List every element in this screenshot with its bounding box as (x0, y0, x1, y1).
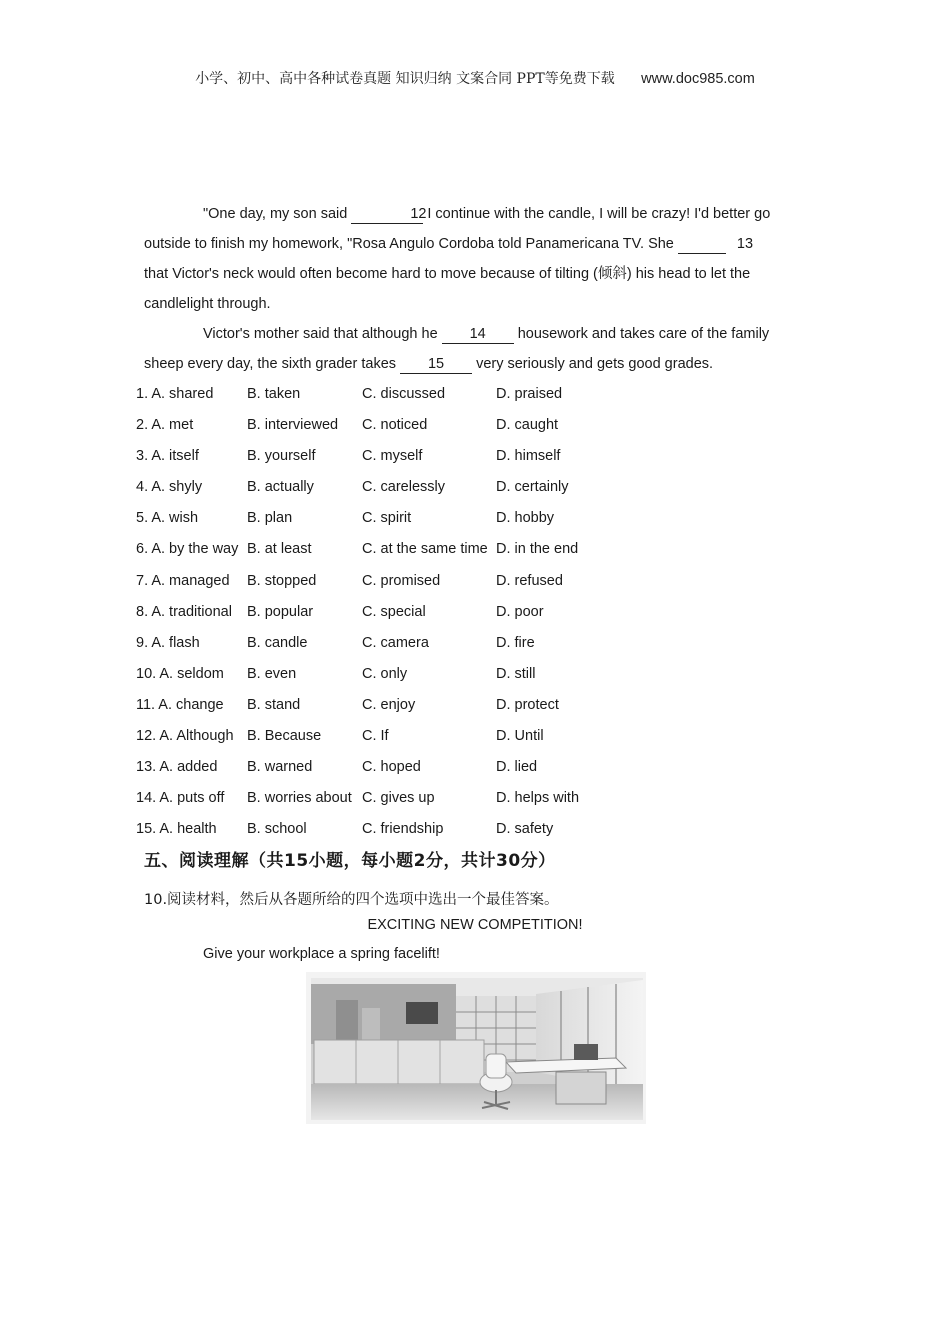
option-a[interactable]: 5. A. wish (136, 510, 199, 527)
option-c[interactable]: C. spirit (362, 510, 412, 527)
option-c[interactable]: C. promised (362, 572, 441, 589)
question-instruction: 10.阅读材料，然后从各题所给的四个选项中选出一个最佳答案。 (144, 892, 559, 908)
option-d[interactable]: D. hobby (496, 510, 555, 527)
option-d[interactable]: D. praised (496, 386, 563, 402)
option-a[interactable]: 9. A. flash (136, 634, 200, 651)
option-a[interactable]: 12. A. Although (136, 728, 234, 745)
option-b[interactable]: B. yourself (247, 448, 316, 465)
passage-text: candlelight through. (144, 296, 271, 312)
option-a[interactable]: 15. A. health (136, 821, 217, 838)
option-a[interactable]: 10. A. seldom (136, 665, 224, 682)
option-c[interactable]: C. hoped (362, 759, 421, 776)
option-c[interactable]: C. only (362, 665, 408, 682)
page-header (0, 68, 950, 88)
header-site[interactable]: www.doc985.com (641, 71, 755, 87)
option-a[interactable]: 7. A. managed (136, 572, 230, 589)
option-a[interactable]: 3. A. itself (136, 448, 199, 465)
option-b[interactable]: B. taken (247, 386, 301, 402)
passage-text: "One day, my son said (203, 206, 352, 222)
option-a[interactable]: 11. A. change (136, 696, 224, 713)
option-a[interactable]: 8. A. traditional (136, 603, 232, 620)
passage-text: Victor's mother said that although he (203, 326, 442, 342)
option-d[interactable]: D. protect (496, 696, 559, 713)
option-c[interactable]: C. If (362, 728, 389, 745)
office-photo (306, 972, 646, 1124)
passage-paragraph-2 (144, 319, 814, 379)
option-a[interactable]: 2. A. met (136, 417, 194, 434)
option-d[interactable]: D. still (496, 665, 536, 682)
option-c[interactable]: C. camera (362, 634, 429, 651)
option-d[interactable]: D. poor (496, 603, 544, 620)
option-b[interactable]: B. stopped (247, 572, 317, 589)
option-c[interactable]: C. myself (362, 448, 423, 465)
option-d[interactable]: D. safety (496, 821, 554, 838)
option-b[interactable]: B. Because (247, 728, 322, 745)
option-b[interactable]: B. actually (247, 479, 314, 496)
option-c[interactable]: C. friendship (362, 821, 444, 838)
passage-text: outside to finish my homework, "Rosa Angulo Cordoba told Panamericana TV. She (144, 236, 678, 252)
option-c[interactable]: C. enjoy (362, 696, 416, 713)
option-c[interactable]: C. discussed (362, 386, 446, 402)
passage-text: I continue with the candle, I will be crazy! I'd better go (423, 206, 771, 222)
option-a[interactable]: 13. A. added (136, 759, 218, 776)
option-b[interactable]: B. school (247, 821, 307, 838)
option-c[interactable]: C. gives up (362, 790, 435, 807)
option-d[interactable]: D. refused (496, 572, 563, 589)
option-a[interactable]: 4. A. shyly (136, 479, 203, 496)
option-c[interactable]: C. noticed (362, 417, 428, 434)
blank-15: 15 (400, 355, 472, 374)
option-a[interactable]: 6. A. by the way (136, 541, 239, 558)
passage-paragraph-1 (144, 199, 814, 319)
passage-text: housework and takes care of the family (513, 326, 770, 342)
option-d[interactable]: D. helps with (496, 790, 580, 807)
option-d[interactable]: D. fire (496, 634, 535, 651)
option-d[interactable]: D. certainly (496, 479, 569, 496)
option-c[interactable]: C. special (362, 603, 426, 620)
passage-subtitle: Give your workplace a spring facelift! (203, 946, 440, 962)
blank-12: 12 (351, 205, 423, 224)
option-b[interactable]: B. warned (247, 759, 313, 776)
passage-text: very seriously and gets good grades. (472, 356, 714, 372)
header-text: 小学、初中、高中各种试卷真题 知识归纳 文案合同 PPT等免费下载 (195, 71, 615, 87)
option-b[interactable]: B. worries about (247, 790, 352, 807)
option-a[interactable]: 14. A. puts off (136, 790, 225, 807)
option-d[interactable]: D. himself (496, 448, 561, 465)
option-a[interactable]: 1. A. shared (136, 386, 214, 402)
option-d[interactable]: D. Until (496, 728, 544, 745)
option-c[interactable]: C. at the same time (362, 541, 488, 558)
option-b[interactable]: B. popular (247, 603, 314, 620)
option-d[interactable]: D. caught (496, 417, 559, 434)
section-title: 五、阅读理解（共15小题，每小题2分，共计30分） (144, 851, 556, 871)
blank-13: 13 (678, 235, 726, 254)
option-b[interactable]: B. interviewed (247, 417, 339, 434)
option-b[interactable]: B. stand (247, 696, 301, 713)
blank-14: 14 (442, 325, 514, 344)
passage-text: sheep every day, the sixth grader takes (144, 356, 401, 372)
option-b[interactable]: B. plan (247, 510, 293, 527)
passage-title: EXCITING NEW COMPETITION! (367, 917, 583, 933)
option-b[interactable]: B. at least (247, 541, 312, 558)
option-b[interactable]: B. even (247, 665, 297, 682)
option-b[interactable]: B. candle (247, 634, 308, 651)
option-d[interactable]: D. lied (496, 759, 538, 776)
passage-text: that Victor's neck would often become hard to move because of tilting (倾斜) his head to let the (144, 266, 751, 282)
option-d[interactable]: D. in the end (496, 541, 579, 558)
option-c[interactable]: C. carelessly (362, 479, 445, 496)
